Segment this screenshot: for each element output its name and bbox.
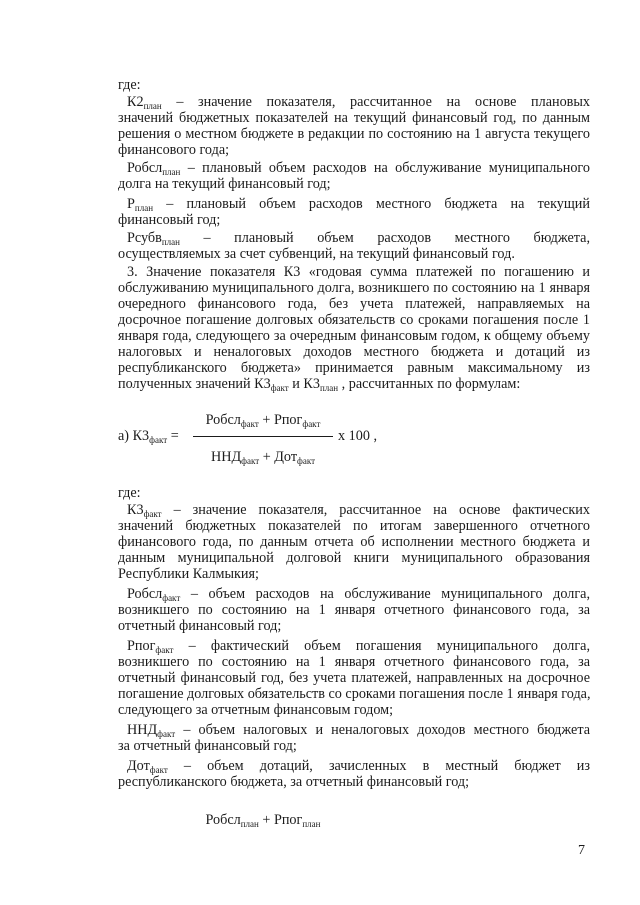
rpog-fact-definition: Рпог$_{факт}$ – фактический объем погашения муниципального долга,: [127, 638, 590, 655]
formula-a-lhs: а) $К3_{факт}$ =: [118, 428, 179, 445]
dot-fact-definition: Дот$_{факт}$ – объем дотаций, зачисленных в местный бюджет из: [127, 758, 590, 775]
where-label-2: где:: [118, 485, 141, 501]
robsl-plan-definition: Робсл$_{план}$ – плановый объем расходов на обслуживание муниципального: [127, 160, 590, 177]
formula-b-numerator: Робсл$_{план}$ + Рпог$_{план}$: [205, 812, 321, 829]
r-plan-definition: $Р_{план}$ – плановый объем расходов местного бюджета на текущий: [127, 196, 590, 213]
k2-definition: $К2_{план}$ – значение показателя, рассчитанное на основе плановых: [127, 94, 590, 111]
formula-a-multiplier: х 100 ,: [338, 428, 378, 444]
k3-fact-definition: $К3_{факт}$ – значение показателя, рассчитанное на основе фактических: [127, 502, 590, 519]
paragraph-3: 3. Значение показателя К3 «годовая сумма платежей по погашению и: [127, 264, 590, 280]
nnd-fact-definition: $ННД_{факт}$ – объем налоговых и неналоговых доходов местного бюджета: [127, 722, 590, 739]
page-number: 7: [578, 843, 585, 858]
formula-a-fraction-bar: [193, 436, 333, 437]
formula-a-numerator: Робсл$_{факт}$ + Рпог$_{факт}$: [205, 412, 321, 429]
rsubv-plan-definition: Рсубв$_{план}$ – плановый объем расходов местного бюджета,: [127, 230, 590, 247]
document-page: где: $К2_{план}$ – значение показателя, рассчитанное на основе плановых значений бюджетных показателей на текущий финансовый год, по данным решения о местном бюджете в редакции по состоянию на 1 августа текущего финансового года; Робсл$_{план}$ – плановый объем расходов на обслуживание муниципального долга на текущий финансовый год; $Р_{план}$ – плановый объем расходов местного бюджета на текущий финансовый год; Рсубв$_{план}$ – плановый объем расходов местного бюджета, осуществляемых за счет субвенций, на текущий финансовый год. 3. Значение показателя К3 «годовая сумма платежей по погашению и обслуживанию муниципального долга, возникшего по состоянию на 1 января очередного финансового года, без учета платежей, направляемых на досрочное погашение долговых обязательств со сроками погашения после 1 января года, следующего за очередным финансовым годом, к общему объему налоговых и неналоговых доходов местного бюджета и дотаций из республиканского бюджета» принимается равным максимальному из полученных значений $К3_{факт}$ и $К3_{план}$ , рассчитанных по формулам: Робсл$_{факт}$ + Рпог$_{факт}$ а) $К3_{факт}$ = х 100 , $ННД_{факт} + Дот_{факт}$ где: $К3_{факт}$ – значение показателя, рассчитанное на основе фактических значений бюджетных показателей по итогам завершенного отчетного финансового года, по данным отчета об исполнении местного бюджета и данным муниципальной долговой книги муниципального образования Республики Калмыкия; Робсл$_{факт}$ – объем расходов на обслуживание муниципального долга, возникшего по состоянию на 1 января отчетного финансового года, за отчетный финансовый год; Рпог$_{факт}$ – фактический объем погашения муниципального долга, возникшего по состоянию на 1 января отчетного финансового года, за отчетный финансовый год, без учета платежей, направленных на досрочное погашение долговых обязательств со сроками погашения после 1 января года, следующего за отчетным финансовым годом; $ННД_{факт}$ – объем налоговых и неналоговых доходов местного бюджета за отчетный финансовый год; Дот$_{факт}$ – объем дотаций, зачисленных в местный бюджет из республиканского бюджета, за отчетный финансовый год; Робсл$_{план}$ + Рпог$_{план}$ 7: [118, 77, 591, 858]
where-label: где:: [118, 77, 141, 93]
formula-a-denominator: $ННД_{факт} + Дот_{факт}$: [210, 449, 316, 466]
robsl-fact-definition: Робсл$_{факт}$ – объем расходов на обслуживание муниципального долга,: [127, 586, 590, 603]
